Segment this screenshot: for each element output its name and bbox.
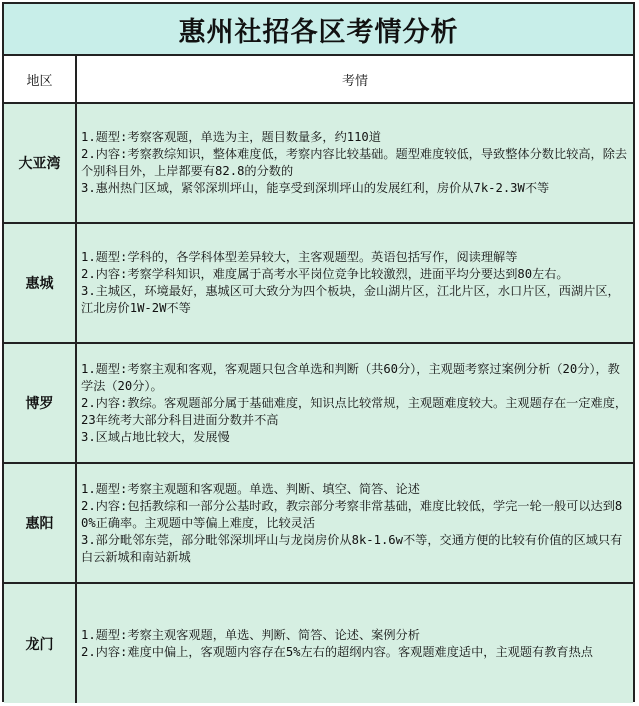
region-cell: 大亚湾 [4, 103, 76, 223]
info-line: 2.内容:包括教综和一部分公基时政，教宗部分考察非常基础，难度比较低，学完一轮一般可以达到80%正确率。主观题中等偏上难度，比较灵活 [81, 498, 623, 530]
region-cell: 惠阳 [4, 463, 76, 583]
info-cell [76, 343, 633, 463]
region-cell: 惠城 [4, 223, 76, 343]
table-row [4, 583, 633, 703]
table-row [4, 223, 633, 343]
header-region: 地区 [4, 56, 76, 103]
info-cell [76, 583, 633, 703]
info-line: 3.惠州热门区域，紧邻深圳坪山，能享受到深圳坪山的发展红利，房价从7k-2.3W不等 [81, 181, 550, 195]
info-line: 3.部分毗邻东莞，部分毗邻深圳坪山与龙岗房价从8k-1.6w不等，交通方便的比较有价值的区域只有白云新城和南站新城 [81, 532, 623, 564]
table-row [4, 343, 633, 463]
info-line: 1.题型:考察主观和客观，客观题只包含单选和判断（共60分），主观题考察过案例分析（20分），教学法（20分）。 [81, 361, 620, 393]
info-cell [76, 103, 633, 223]
info-line: 2.内容:教综。客观题部分属于基础难度，知识点比较常规，主观题难度较大。主观题存在一定难度，23年统考大部分科目进面分数并不高 [81, 395, 628, 427]
info-line: 1.题型:考察客观题，单选为主，题目数量多，约110道 [81, 130, 381, 144]
info-line: 1.题型:学科的，各学科体型差异较大，主客观题型。英语包括写作，阅读理解等 [81, 250, 518, 264]
info-line: 3.主城区，环境最好，惠城区可大致分为四个板块，金山湖片区，江北片区，水口片区，西湖片区，江北房价1W-2W不等 [81, 284, 620, 315]
region-cell: 博罗 [4, 343, 76, 463]
info-cell [76, 223, 633, 343]
info-line: 3.区域占地比较大，发展慢 [81, 429, 230, 444]
analysis-table-container [2, 2, 635, 702]
info-line: 1.题型:考察主观客观题，单选、判断、简答、论述、案例分析 [81, 627, 420, 642]
table-header-row [4, 56, 633, 103]
info-line: 2.内容:考察教综知识，整体难度低，考察内容比较基础。题型难度较低，导致整体分数比较高，除去个别科目外，上岸都要有82.8的分数的 [81, 147, 628, 178]
analysis-table [4, 56, 633, 703]
info-line: 2.内容:难度中偏上，客观题内容存在5%左右的超纲内容。客观题难度适中，主观题有教育热点 [81, 644, 593, 659]
page-title: 惠州社招各区考情分析 [4, 4, 633, 56]
table-row [4, 463, 633, 583]
header-info: 考情 [76, 56, 633, 103]
info-line: 2.内容:考察学科知识，难度属于高考水平岗位竞争比较激烈，进面平均分要达到80左右。 [81, 267, 569, 281]
region-cell: 龙门 [4, 583, 76, 703]
info-line: 1.题型:考察主观题和客观题。单选、判断、填空、简答、论述 [81, 481, 420, 496]
info-cell [76, 463, 633, 583]
table-row [4, 103, 633, 223]
